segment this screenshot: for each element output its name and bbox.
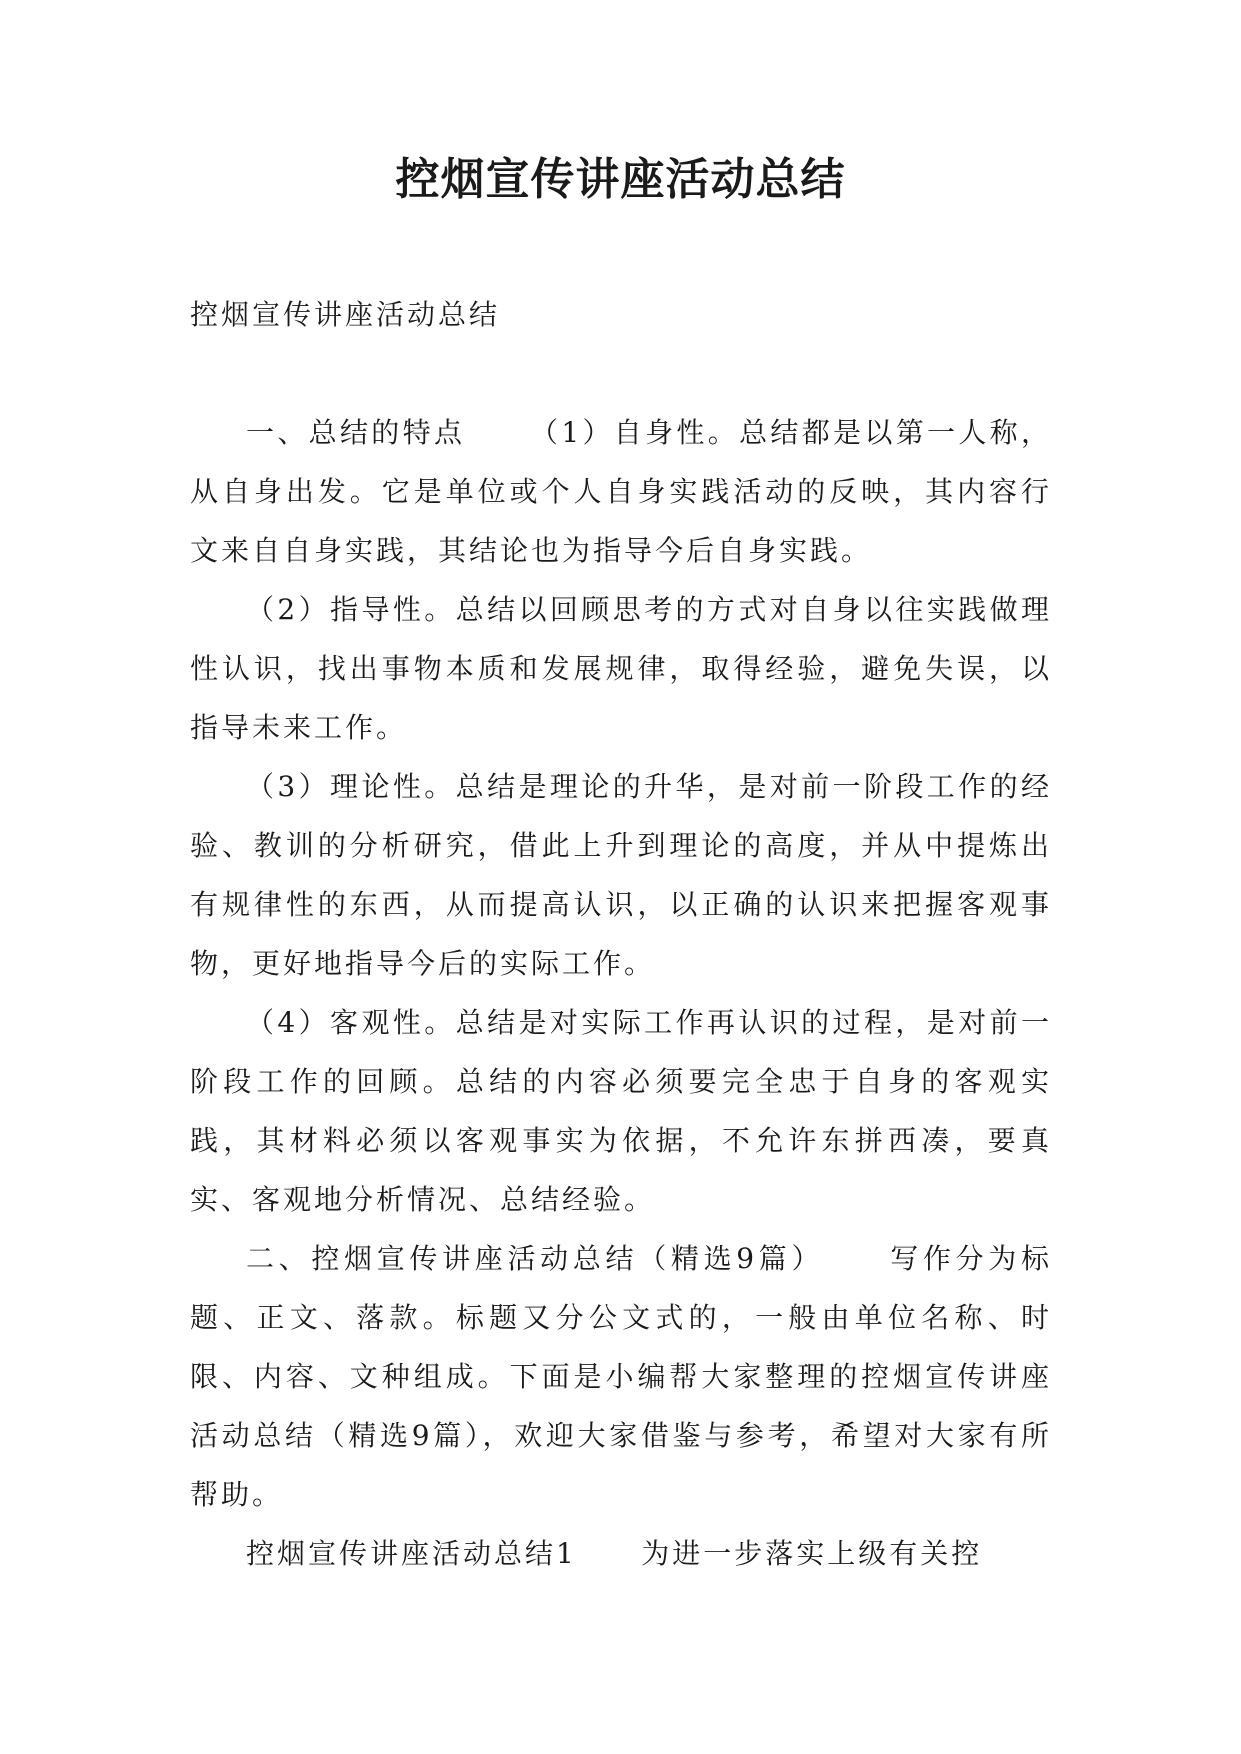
document-body <box>190 285 1052 1583</box>
paragraph <box>190 993 1052 1229</box>
paragraph-text: 写作分为标题、正文、落款。标题又分公文式的，一般由单位名称、时限、内容、文种组成。下面是小编帮大家整理的控烟宣传讲座活动总结（精选9篇），欢迎大家借鉴与参考，希望对大家有所帮助。 <box>190 1242 1052 1511</box>
paragraph <box>190 757 1052 993</box>
paragraph <box>190 1524 1052 1583</box>
paragraph <box>190 580 1052 757</box>
paragraph-heading: 一、总结的特点 <box>246 416 466 449</box>
paragraph-text: 为进一步落实上级有关控 <box>641 1537 983 1570</box>
paragraph-text: （2）指导性。总结以回顾思考的方式对自身以往实践做理性认识，找出事物本质和发展规律，取得经验，避免失误，以指导未来工作。 <box>190 593 1052 744</box>
paragraph <box>190 403 1052 580</box>
document-subtitle: 控烟宣传讲座活动总结 <box>190 298 501 331</box>
paragraph-heading: 二、控烟宣传讲座活动总结（精选9篇） <box>246 1242 825 1275</box>
paragraph-text: （3）理论性。总结是理论的升华，是对前一阶段工作的经验、教训的分析研究，借此上升到理论的高度，并从中提炼出有规律性的东西，从而提高认识，以正确的认识来把握客观事物，更好地指导今后的实际工作。 <box>190 770 1052 980</box>
paragraph-text: （1）自身性。总结都是以第一人称，从自身出发。它是单位或个人自身实践活动的反映，其内容行文来自自身实践，其结论也为指导今后自身实践。 <box>190 416 1052 567</box>
paragraph-heading: 控烟宣传讲座活动总结1 <box>246 1537 577 1570</box>
paragraph-text: （4）客观性。总结是对实际工作再认识的过程，是对前一阶段工作的回顾。总结的内容必须要完全忠于自身的客观实践，其材料必须以客观事实为依据，不允许东拼西凑，要真实、客观地分析情况、总结经验。 <box>190 1006 1052 1216</box>
paragraph <box>190 1229 1052 1524</box>
document-title: 控烟宣传讲座活动总结 <box>395 154 846 205</box>
